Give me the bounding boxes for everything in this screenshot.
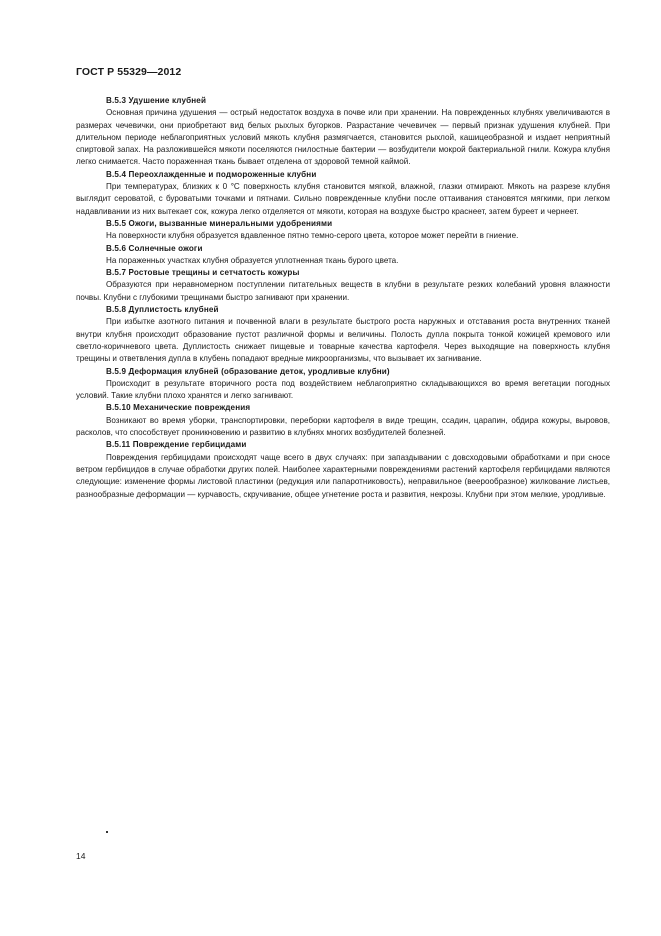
section-paragraph: На пораженных участках клубня образуется уплотненная ткань бурого цвета. [106, 255, 399, 265]
section-b-5-8 [76, 304, 610, 365]
section-heading: В.5.9 Деформация клубней (образование деток, уродливые клубни) [106, 366, 390, 376]
print-mark [106, 831, 108, 833]
section-b-5-7 [76, 267, 610, 304]
section-paragraph: При избытке азотного питания и почвенной влаги в результате быстрого роста наружных и отставания роста внутренних тканей внутри клубня происходит образование пустот различной формы и величины. Полость дупла покрыта тонкой кожицей кремового или светло-коричневого цвета. Дуплистость снижает пищевые и товарные качества картофеля. Через выходящие на поверхность клубня трещины и ответвления дупла в клубень попадают вредные микроорганизмы, что вызывает их загнивание. [76, 317, 610, 364]
section-heading: В.5.6 Солнечные ожоги [106, 243, 203, 253]
section-paragraph: Возникают во время уборки, транспортировки, переборки картофеля в виде трещин, ссадин, царапин, обдира кожуры, выровов, расколов, что способствует проникновению и развитию в клубнях многих возбудителей болезней. [76, 415, 610, 438]
section-b-5-10 [76, 402, 610, 439]
page-number: 14 [76, 851, 86, 861]
section-heading: В.5.4 Переохлажденные и подмороженные клубни [106, 169, 317, 179]
section-heading: В.5.11 Повреждение гербицидами [106, 440, 247, 450]
section-paragraph: Происходит в результате вторичного роста под воздействием неблагоприятно складывающихся во время вегетации погодных условий. Такие клубни плохо хранятся и легко загнивают. [76, 378, 610, 401]
section-b-5-3 [76, 95, 610, 169]
section-b-5-4 [76, 169, 610, 218]
section-heading: В.5.3 Удушение клубней [106, 96, 207, 105]
section-b-5-5 [76, 218, 610, 243]
section-b-5-6 [76, 243, 610, 268]
section-b-5-11 [76, 439, 610, 500]
section-heading: В.5.7 Ростовые трещины и сетчатость кожуры [106, 268, 300, 278]
section-paragraph: Основная причина удушения — острый недостаток воздуха в почве или при хранении. На поврежденных клубнях увеличиваются в размерах чечевички, они приобретают вид белых рыхлых бугорков. Разрастание чечевичек — первый признак удушения клубней. При длительном периоде неблагоприятных условий мякоть клубня размягчается, становится рыхлой, кашицеобразной и издает неприятный спиртовой запах. На разложившейся мякоти поселяются гнилостные бактерии — возбудители мокрой бактериальной гнили. Кожура клубня легко снимается. Часто пораженная ткань бывает отделена от здоровой темной каймой. [76, 108, 610, 167]
section-paragraph: Повреждения гербицидами происходят чаще всего в двух случаях: при запаздывании с довсходовыми обработками и при сносе ветром гербицидов в случае обработки других полей. Наиболее характерными повреждениями растений картофеля гербицидами являются следующие: изменение формы листовой пластинки (редукция или папаротниковость), неправильное (веерообразное) жилкование листьев, разнообразные деформации — курчавость, скручивание, общее угнетение роста и развития, некрозы. Клубни при этом мелкие, уродливые. [76, 452, 610, 499]
section-paragraph: На поверхности клубня образуется вдавленное пятно темно-серого цвета, которое может перейти в гниение. [106, 231, 519, 241]
section-heading: В.5.5 Ожоги, вызванные минеральными удобрениями [106, 218, 333, 228]
document-body [76, 95, 610, 501]
section-paragraph: При температурах, близких к 0 °С поверхность клубня становится мягкой, влажной, глазки отмирают. Мякоть на разрезе клубня выглядит сероватой, с буроватыми точками и пятнами. Сильно поврежденные клубни после оттаивания становятся мягкими, при легком надавливании из них вытекает сок, кожура легко отделяется от мякоти, которая на воздухе быстро краснеет, затем буреет и чернеет. [76, 182, 610, 216]
section-heading: В.5.8 Дуплистость клубней [106, 305, 219, 315]
section-b-5-9 [76, 366, 610, 403]
document-header: ГОСТ Р 55329—2012 [76, 66, 182, 78]
section-heading: В.5.10 Механические повреждения [106, 403, 251, 413]
section-paragraph: Образуются при неравномерном поступлении питательных веществ в клубни в результате резких колебаний уровня влажности почвы. Клубни с глубокими трещинами быстро загнивают при хранении. [76, 280, 610, 302]
